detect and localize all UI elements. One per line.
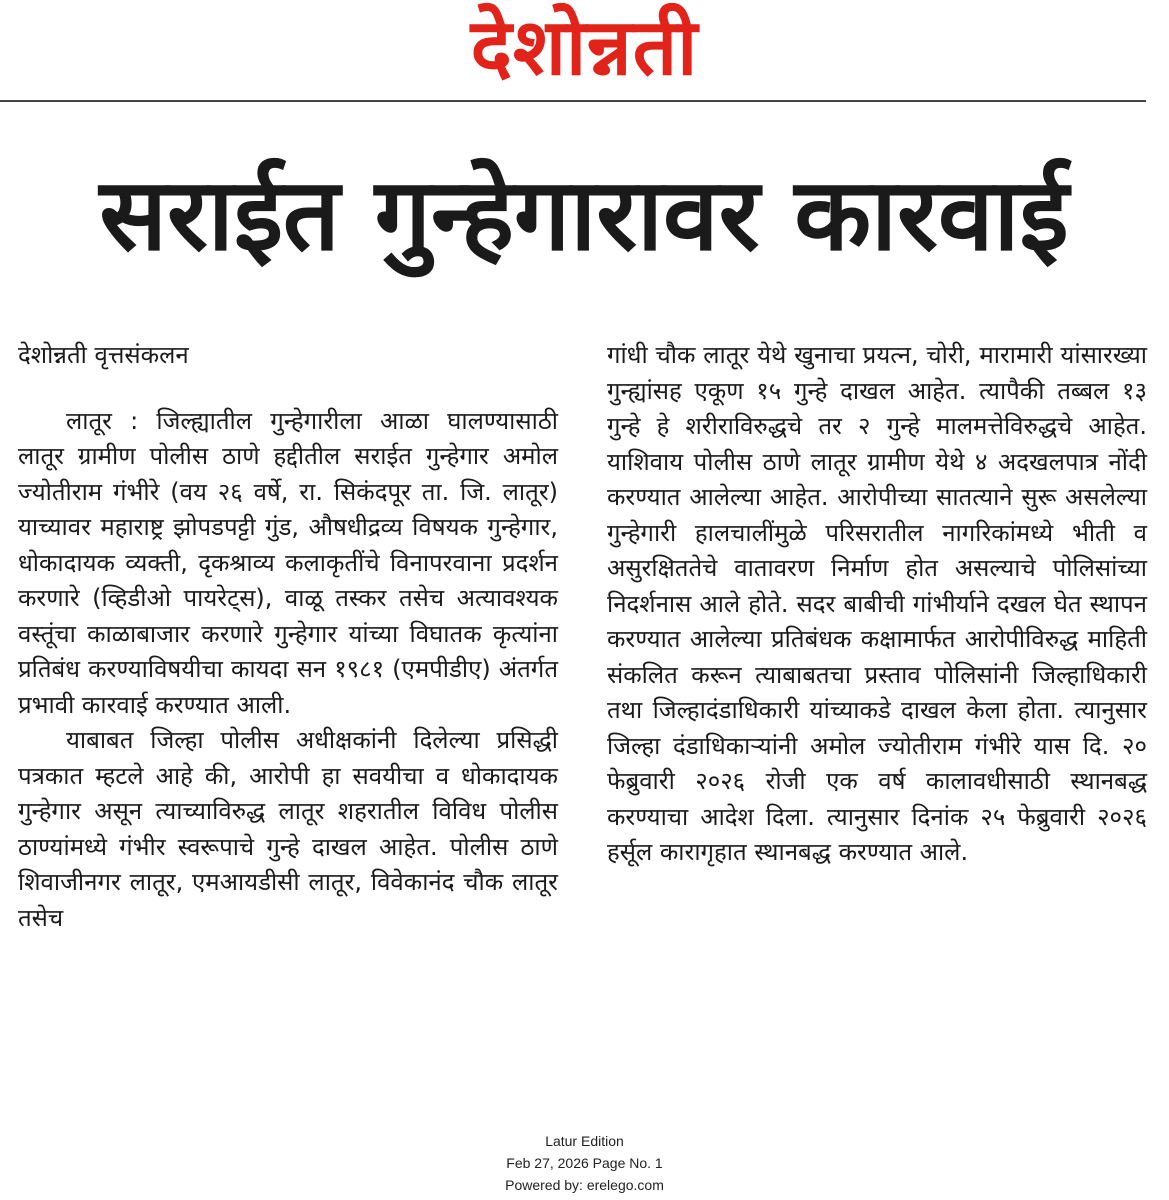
article-byline: देशोन्नती वृत्तसंकलन: [18, 341, 189, 369]
page-footer: [0, 1130, 1169, 1196]
article-paragraph: याबाबत जिल्हा पोलीस अधीक्षकांनी दिलेल्या प्रसिद्धी पत्रकात म्हटले आहे की, आरोपी हा सवयीचा व धोकादायक गुन्हेगार असून त्याच्याविरुद्ध लातूर शहरातील विविध पोलीस ठाण्यांमध्ये गंभीर स्वरूपाचे गुन्हे दाखल आहेत. पोलीस ठाणे शिवाजीनगर लातूर, एमआयडीसी लातूर, विवेकानंद चौक लातूर तसेच: [18, 726, 558, 932]
masthead: [0, 0, 1169, 104]
newspaper-logo: देशोन्नती: [470, 3, 699, 93]
article-column-left: [18, 338, 558, 936]
article-column-right: [607, 338, 1147, 871]
article-paragraph: गांधी चौक लातूर येथे खुनाचा प्रयत्न, चोरी, मारामारी यांसारख्या गुन्ह्यांसह एकूण १५ गुन्हे दाखल आहेत. त्यापैकी तब्बल १३ गुन्हे हे शरीराविरुद्धचे तर २ गुन्हे मालमत्तेविरुद्धचे आहेत. याशिवाय पोलीस ठाणे लातूर ग्रामीण येथे ४ अदखलपात्र नोंदी करण्यात आलेल्या आहेत. आरोपीच्या सातत्याने सुरू असलेल्या गुन्हेगारी हालचालींमुळे परिसरातील नागरिकांमध्ये भीती व असुरक्षिततेचे वातावरण निर्माण होत असल्याचे पोलिसांच्या निदर्शनास आले होते. सदर बाबीची गांभीर्याने दखल घेत स्थापन करण्यात आलेल्या प्रतिबंधक कक्षामार्फत आरोपीविरुद्ध माहिती संकलित करून त्याबाबतचा प्रस्ताव पोलिसांनी जिल्हाधिकारी तथा जिल्हादंडाधिकारी यांच्याकडे दाखल केला होता. त्यानुसार जिल्हा दंडाधिकाऱ्यांनी अमोल ज्योतीराम गंभीरे यास दि. २० फेब्रुवारी २०२६ रोजी एक वर्ष कालावधीसाठी स्थानबद्ध करण्याचा आदेश दिला. त्यानुसार दिनांक २५ फेब्रुवारी २०२६ हर्सूल कारागृहात स्थानबद्ध करण्यात आले.: [607, 341, 1147, 866]
edition-label: Latur Edition: [545, 1133, 624, 1149]
date-page-label: Feb 27, 2026 Page No. 1: [506, 1155, 663, 1171]
masthead-divider: [0, 100, 1146, 102]
powered-by-link[interactable]: Powered by: erelego.com: [505, 1177, 664, 1193]
article-paragraph: लातूर : जिल्ह्यातील गुन्हेगारीला आळा घालण्यासाठी लातूर ग्रामीण पोलीस ठाणे हद्दीतील सराईत गुन्हेगार अमोल ज्योतीराम गंभीरे (वय २६ वर्षे, रा. सिकंदपूर ता. जि. लातूर) याच्यावर महाराष्ट्र झोपडपट्टी गुंड, औषधीद्रव्य विषयक गुन्हेगार, धोकादायक व्यक्ती, दृकश्राव्य कलाकृतींचे विनापरवाना प्रदर्शन करणारे (व्हिडीओ पायरेट्स), वाळू तस्कर तसेच अत्यावश्यक वस्तूंचा काळाबाजार करणारे गुन्हेगार यांच्या विघातक कृत्यांना प्रतिबंध करण्याविषयीचा कायदा सन १९८१ (एमपीडीए) अंतर्गत प्रभावी कारवाई करण्यात आली.: [18, 406, 558, 719]
article-headline: सराईत गुन्हेगारावर कारवाई: [99, 156, 1069, 273]
